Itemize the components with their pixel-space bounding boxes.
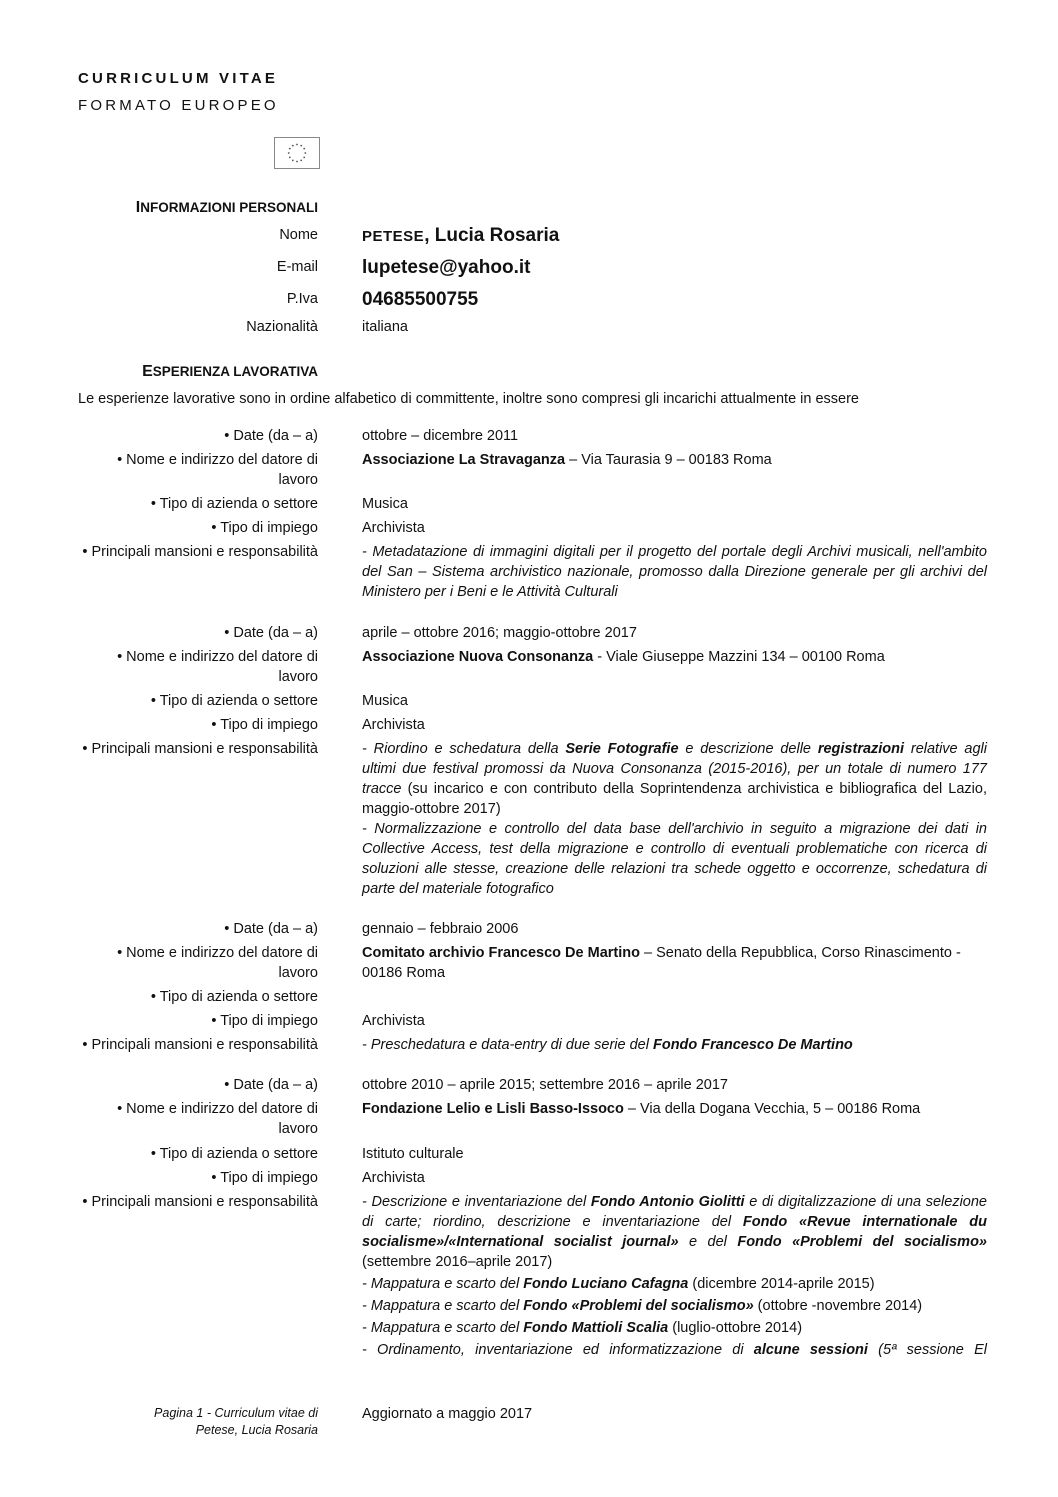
duties-text: - Mappatura e scarto del [362, 1276, 524, 1292]
duties-text: relative agli ultimi due festival promossi da Nuova Consonanza (2015-2016), per un totale di numero 177 tracce [362, 741, 987, 797]
cv-subtitle: FORMATO EUROPEO [78, 97, 279, 114]
updated-note: Aggiornato a maggio 2017 [362, 1406, 533, 1422]
employer-name: Comitato archivio Francesco De Martino [362, 945, 640, 961]
sector-label: • Tipo di azienda o settore [150, 693, 318, 709]
duties-highlight: Fondo Francesco De Martino [652, 1037, 853, 1053]
sector-label: • Tipo di azienda o settore [150, 496, 318, 512]
duties-text: e di digitalizzazione di una selezione di carte; riordino, descrizione e inventariazione del [362, 1194, 987, 1230]
duties-highlight: alcune sessioni [753, 1342, 868, 1358]
duties-text: (5ª sessione El [867, 1342, 987, 1358]
heading-initial: I [135, 199, 141, 216]
entry-sector: Musica [362, 496, 408, 512]
work-experience-heading [142, 363, 318, 381]
job-label: • Tipo di impiego [211, 520, 318, 536]
duties-text: - Preschedatura e data-entry di due serie del [362, 1037, 653, 1053]
footer-page-label: Pagina 1 - Curriculum vitae di [154, 1406, 318, 1420]
employer-label: • Nome e indirizzo del datore di lavoro [117, 649, 318, 685]
duties-label: • Principali mansioni e responsabilità [82, 544, 318, 560]
email-value: lupetese@yahoo.it [362, 257, 531, 278]
nationality-value: italiana [362, 319, 408, 335]
experience-intro: Le esperienze lavorative sono in ordine alfabetico di committente, inoltre sono compresi gli incarichi attualmente in essere [78, 391, 859, 407]
job-label: • Tipo di impiego [211, 1013, 318, 1029]
surname: PETESE [362, 228, 425, 245]
employer-address: - Viale Giuseppe Mazzini 134 – 00100 Roma [593, 649, 885, 665]
entry-employer [362, 450, 987, 470]
duties-highlight: registrazioni [817, 741, 905, 757]
piva-value: 04685500755 [362, 289, 479, 310]
entry-date: aprile – ottobre 2016; maggio-ottobre 2017 [362, 625, 637, 641]
duties-text: - Ordinamento, inventariazione ed informatizzazione di [362, 1342, 754, 1358]
date-label: • Date (da – a) [224, 921, 318, 937]
duties-note: (ottobre -novembre 2014) [753, 1298, 923, 1314]
entry-date: ottobre – dicembre 2011 [362, 428, 519, 444]
page-footer-left [98, 1405, 318, 1439]
entry-employer [362, 943, 972, 983]
email-label: E-mail [276, 259, 318, 275]
given-names: , Lucia Rosaria [424, 225, 560, 246]
duties-text: - Mappatura e scarto del [362, 1298, 524, 1314]
employer-address: – Via della Dogana Vecchia, 5 – 00186 Roma [623, 1101, 921, 1117]
entry-job: Archivista [362, 520, 425, 536]
duties-highlight: Fondo Mattioli Scalia [523, 1320, 669, 1336]
heading-rest: NFORMAZIONI PERSONALI [140, 200, 318, 215]
duties-highlight: Fondo «Problemi del socialismo» [737, 1234, 987, 1250]
duties-label: • Principali mansioni e responsabilità [82, 741, 318, 757]
employer-address: – Senato della Repubblica, Corso Rinascimento - 00186 Roma [362, 945, 961, 981]
duties-note: (dicembre 2014-aprile 2015) [688, 1276, 875, 1292]
employer-label: • Nome e indirizzo del datore di lavoro [117, 945, 318, 981]
employer-label: • Nome e indirizzo del datore di lavoro [117, 1101, 318, 1137]
nationality-label: Nazionalità [246, 319, 318, 335]
sector-label: • Tipo di azienda o settore [150, 989, 318, 1005]
personal-info-heading [136, 199, 318, 217]
duties-highlight: Fondo Luciano Cafagna [523, 1276, 689, 1292]
job-label: • Tipo di impiego [211, 1170, 318, 1186]
duties-note: (su incarico e con contributo della Soprintendenza archivistica e bibliografica del Lazio, maggio-ottobre 2017) [362, 781, 987, 817]
duty-item [362, 1296, 987, 1316]
piva-label: P.Iva [286, 291, 318, 307]
entry-duties [362, 739, 987, 899]
date-label: • Date (da – a) [224, 428, 318, 444]
duties-text: - Descrizione e inventariazione del [362, 1194, 591, 1210]
heading-initial: E [142, 363, 153, 380]
entry-employer [362, 1099, 987, 1119]
employer-name: Associazione La Stravaganza [362, 452, 566, 468]
date-label: • Date (da – a) [224, 625, 318, 641]
entry-duties [362, 1192, 987, 1360]
duties-text: - Mappatura e scarto del [362, 1320, 524, 1336]
duties-text: - Riordino e schedatura della [362, 741, 566, 757]
entry-job: Archivista [362, 717, 425, 733]
job-label: • Tipo di impiego [211, 717, 318, 733]
heading-rest: SPERIENZA LAVORATIVA [152, 364, 318, 379]
duty-item [362, 1340, 987, 1360]
entry-sector: Musica [362, 693, 408, 709]
duties-highlight: Fondo «Problemi del socialismo» [523, 1298, 754, 1314]
entry-date: gennaio – febbraio 2006 [362, 921, 519, 937]
entry-sector: Istituto culturale [362, 1146, 464, 1162]
eu-stars-icon [275, 138, 319, 168]
duties-note: (settembre 2016–aprile 2017) [362, 1254, 553, 1270]
name-value [362, 226, 987, 247]
entry-job: Archivista [362, 1170, 425, 1186]
sector-label: • Tipo di azienda o settore [150, 1146, 318, 1162]
duty-item [362, 1192, 987, 1272]
duty-item [362, 1274, 987, 1294]
employer-address: – Via Taurasia 9 – 00183 Roma [565, 452, 772, 468]
entry-duties: - Metadatazione di immagini digitali per il progetto del portale degli Archivi musicali, nell'ambito del San – Sistema archivistico nazionale, promosso dalla Direzione generale per gli archivi del Ministero per i Beni e le Attività Culturali [362, 544, 987, 600]
duties-highlight: Serie Fotografie [565, 741, 679, 757]
duties-note: (luglio-ottobre 2014) [668, 1320, 803, 1336]
eu-flag-icon [274, 137, 320, 169]
entry-job: Archivista [362, 1013, 425, 1029]
employer-name: Fondazione Lelio e Lisli Basso-Issoco [362, 1101, 624, 1117]
date-label: • Date (da – a) [224, 1077, 318, 1093]
entry-employer [362, 647, 987, 667]
duties-text: - Normalizzazione e controllo del data base dell'archivio in seguito a migrazione dei dati in Collective Access, test della migrazione e controllo di eventuali problematiche con ricerca di soluzioni alle stesse, creazione delle relazioni tra schede oggetto e occorrenze, schedatura di parte del materiale fotografico [362, 821, 987, 897]
entry-duties [362, 1035, 987, 1055]
duties-text: e descrizione delle [678, 741, 818, 757]
duty-item [362, 1318, 987, 1338]
duties-label: • Principali mansioni e responsabilità [82, 1037, 318, 1053]
cv-title: CURRICULUM VITAE [78, 70, 279, 87]
employer-label: • Nome e indirizzo del datore di lavoro [117, 452, 318, 488]
duties-text: e del [678, 1234, 738, 1250]
employer-name: Associazione Nuova Consonanza [362, 649, 594, 665]
name-label: Nome [279, 227, 318, 243]
entry-date: ottobre 2010 – aprile 2015; settembre 2016 – aprile 2017 [362, 1077, 728, 1093]
footer-owner-name: Petese, Lucia Rosaria [195, 1423, 318, 1437]
duties-label: • Principali mansioni e responsabilità [82, 1194, 318, 1210]
duties-highlight: Fondo «Revue internationale du socialisme»/«International socialist journal» [362, 1214, 987, 1250]
duties-highlight: Fondo Antonio Giolitti [590, 1194, 745, 1210]
